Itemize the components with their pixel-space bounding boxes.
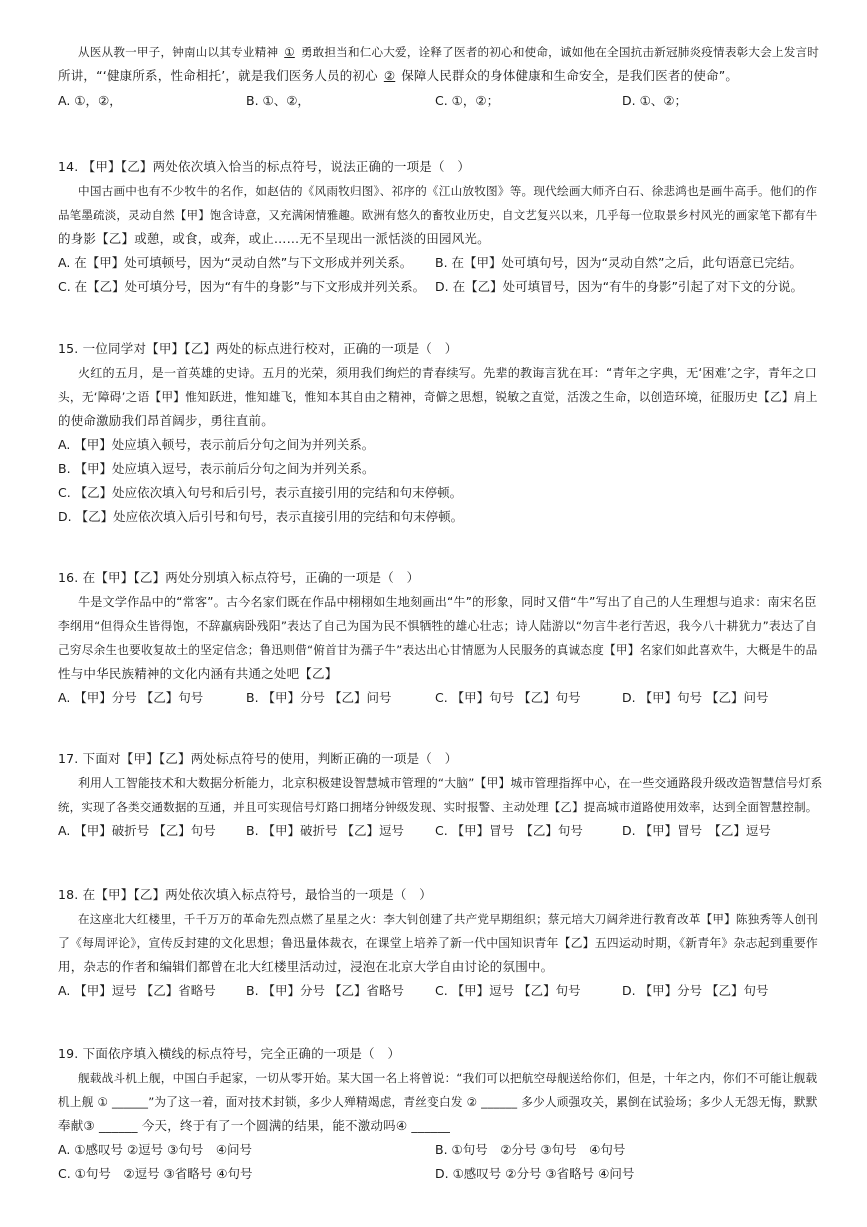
q19-option-b[interactable]: B. ①句号 ②分号 ③句号 ④句号 — [435, 1142, 626, 1157]
q18-option-d[interactable]: D. 【甲】分号 【乙】句号 — [622, 983, 769, 998]
q18-option-b[interactable]: B. 【甲】分号 【乙】省略号 — [246, 983, 404, 998]
q17-para-2: 统，实现了各类交通数据的互通，并且可实现信号灯路口拥堵分钟级发现、实时报警、主动处理【乙】提高城市道路使用效率，达到全面智慧控制。 — [58, 800, 818, 814]
q14-option-d[interactable]: D. 在【乙】处可填冒号，因为“有牛的身影”引起了对下文的分说。 — [435, 279, 804, 294]
q15-option-d[interactable]: D. 【乙】处应依次填入后引号和句号，表示直接引用的完结和句末停顿。 — [58, 509, 464, 524]
q16-para-3: 己穷尽余生也要收复故土的坚定信念；鲁迅则借“俯首甘为孺子牛”表达出心甘情愿为人民服务的真诚态度【甲】名家们如此喜欢牛，大概是牛的品 — [58, 643, 818, 657]
q17-option-b[interactable]: B. 【甲】破折号 【乙】逗号 — [246, 823, 404, 838]
intro-option-c[interactable]: C. ①，②； — [435, 93, 500, 108]
q16-para-2: 李纲用“但得众生皆得饱，不辞羸病卧残阳”表达了自己为国为民不惧牺牲的雄心壮志；诗人陆游以“勿言牛老行苦迟，我今八十耕犹力”表达了自 — [58, 619, 818, 633]
intro-text-1b: 勇敢担当和仁心大爱，诠释了医者的初心和使命，诚如他在全国抗击新冠肺炎疫情表彰大会上发言时 — [300, 45, 820, 59]
q14-para-3: 的身影【乙】或憩，或食，或奔，或止……无不呈现出一派恬淡的田园风光。 — [58, 231, 490, 246]
q17-option-c[interactable]: C. 【甲】冒号 【乙】句号 — [435, 823, 583, 838]
q16-option-d[interactable]: D. 【甲】句号 【乙】问号 — [622, 690, 769, 705]
q14-option-b[interactable]: B. 在【甲】处可填句号，因为“灵动自然”之后，此句语意已完结。 — [435, 255, 802, 270]
q15-para-1: 火红的五月，是一首英雄的史诗。五月的光荣，须用我们绚烂的青春续写。先辈的教诲言犹在耳：“青年之字典，无‘困难’之字，青年之口 — [78, 366, 817, 380]
q15-option-b[interactable]: B. 【甲】处应填入逗号，表示前后分句之间为并列关系。 — [58, 461, 375, 476]
intro-blank-2: ② — [383, 68, 396, 83]
intro-line-2 — [58, 68, 738, 84]
intro-option-a[interactable]: A. ①，②， — [58, 93, 122, 108]
q14-option-c[interactable]: C. 在【乙】处可填分号，因为“有牛的身影”与下文形成并列关系。 — [58, 279, 426, 294]
intro-text-2b: 保障人民群众的身体健康和生命安全，是我们医者的使命”。 — [401, 68, 739, 83]
q15-option-c[interactable]: C. 【乙】处应依次填入句号和后引号，表示直接引用的完结和句末停顿。 — [58, 485, 463, 500]
q18-para-2: 了《每周评论》，宣传反封建的文化思想；鲁迅量体裁衣，在课堂上培养了新一代中国知识青年【乙】五四运动时期，《新青年》杂志起到重要作 — [58, 936, 818, 950]
q18-para-1: 在这座北大红楼里，千千万万的革命先烈点燃了星星之火：李大钊创建了共产党早期组织；蔡元培大刀阔斧进行教育改革【甲】陈独秀等人创刊 — [78, 912, 819, 926]
q19-para-1: 舰载战斗机上舰，中国白手起家，一切从零开始。某大国一名上将曾说：“我们可以把航空母舰送给你们，但是，十年之内，你们不可能让舰载 — [78, 1071, 818, 1085]
intro-line-1 — [78, 44, 819, 60]
q19-option-a[interactable]: A. ①感叹号 ②逗号 ③句号 ④问号 — [58, 1142, 253, 1157]
q19-para-2: 机上舰 ① ______”为了这一着，面对技术封锁，多少人殚精竭虑，青丝变白发 ② ______ 多少人顽强攻关，累倒在试验场；多少人无怨无悔，默默 — [58, 1095, 818, 1109]
q18-option-c[interactable]: C. 【甲】逗号 【乙】句号 — [435, 983, 581, 998]
q16-option-b[interactable]: B. 【甲】分号 【乙】问号 — [246, 690, 392, 705]
q18-stem: 18. 在【甲】【乙】两处依次填入标点符号，最恰当的一项是（ ） — [58, 887, 433, 902]
q15-option-a[interactable]: A. 【甲】处应填入顿号，表示前后分句之间为并列关系。 — [58, 437, 375, 452]
q16-stem: 16. 在【甲】【乙】两处分别填入标点符号，正确的一项是（ ） — [58, 570, 420, 585]
q19-stem: 19. 下面依序填入横线的标点符号，完全正确的一项是（ ） — [58, 1046, 401, 1061]
intro-option-b[interactable]: B. ①、②， — [246, 93, 310, 108]
q14-para-2: 品笔墨疏淡，灵动自然【甲】饱含诗意，又充满闲情雅趣。欧洲有悠久的畜牧业历史，自文艺复兴以来，几乎每一位取景乡村风光的画家笔下都有牛 — [58, 208, 818, 222]
q16-para-1: 牛是文学作品中的“常客”。古今名家们既在作品中栩栩如生地刻画出“牛”的形象，同时又借“牛”写出了自己的人生理想与追求：南宋名臣 — [78, 595, 817, 609]
q19-option-c[interactable]: C. ①句号 ②逗号 ③省略号 ④句号 — [58, 1166, 253, 1181]
q14-stem: 14. 【甲】【乙】两处依次填入恰当的标点符号，说法正确的一项是（ ） — [58, 159, 471, 174]
q16-para-4: 性与中华民族精神的文化内涵有共通之处吧【乙】 — [58, 666, 338, 681]
q19-para-3: 奉献③ ______ 今天，终于有了一个圆满的结果，能不激动吗④ ______ — [58, 1118, 451, 1133]
q14-para-1: 中国古画中也有不少牧牛的名作，如赵佶的《风雨牧归图》、祁序的《江山放牧图》等。现代绘画大师齐白石、徐悲鸿也是画牛高手。他们的作 — [78, 184, 818, 198]
q15-para-2: 头，无‘障碍’之语【甲】惟知跃进，惟知雄飞，惟知本其自由之精神，奇僻之思想，锐敏之直觉，活泼之生命，以创造环境，征服历史【乙】肩上 — [58, 390, 818, 404]
intro-text-2a: 所讲，“‘健康所系，性命相托’，就是我们医务人员的初心 — [58, 68, 378, 83]
q16-option-c[interactable]: C. 【甲】句号 【乙】句号 — [435, 690, 581, 705]
intro-option-d[interactable]: D. ①、②； — [622, 93, 687, 108]
q15-para-3: 的使命激励我们昂首阔步，勇往直前。 — [58, 413, 274, 428]
q18-option-a[interactable]: A. 【甲】逗号 【乙】省略号 — [58, 983, 216, 998]
q15-stem: 15. 一位同学对【甲】【乙】两处的标点进行校对，正确的一项是（ ） — [58, 341, 458, 356]
q18-para-3: 用，杂志的作者和编辑们都曾在北大红楼里活动过，浸泡在北京大学自由讨论的氛围中。 — [58, 959, 554, 974]
q14-option-a[interactable]: A. 在【甲】处可填顿号，因为“灵动自然”与下文形成并列关系。 — [58, 255, 413, 270]
q19-option-d[interactable]: D. ①感叹号 ②分号 ③省略号 ④问号 — [435, 1166, 635, 1181]
intro-text-1a: 从医从教一甲子，钟南山以其专业精神 — [78, 45, 279, 59]
q17-option-d[interactable]: D. 【甲】冒号 【乙】逗号 — [622, 823, 771, 838]
intro-blank-1: ① — [284, 45, 295, 59]
q17-stem: 17. 下面对【甲】【乙】两处标点符号的使用，判断正确的一项是（ ） — [58, 751, 458, 766]
q17-option-a[interactable]: A. 【甲】破折号 【乙】句号 — [58, 823, 216, 838]
q17-para-1: 利用人工智能技术和大数据分析能力，北京积极建设智慧城市管理的“大脑”【甲】城市管理指挥中心，在一些交通路段升级改造智慧信号灯系 — [78, 776, 823, 790]
q16-option-a[interactable]: A. 【甲】分号 【乙】句号 — [58, 690, 204, 705]
